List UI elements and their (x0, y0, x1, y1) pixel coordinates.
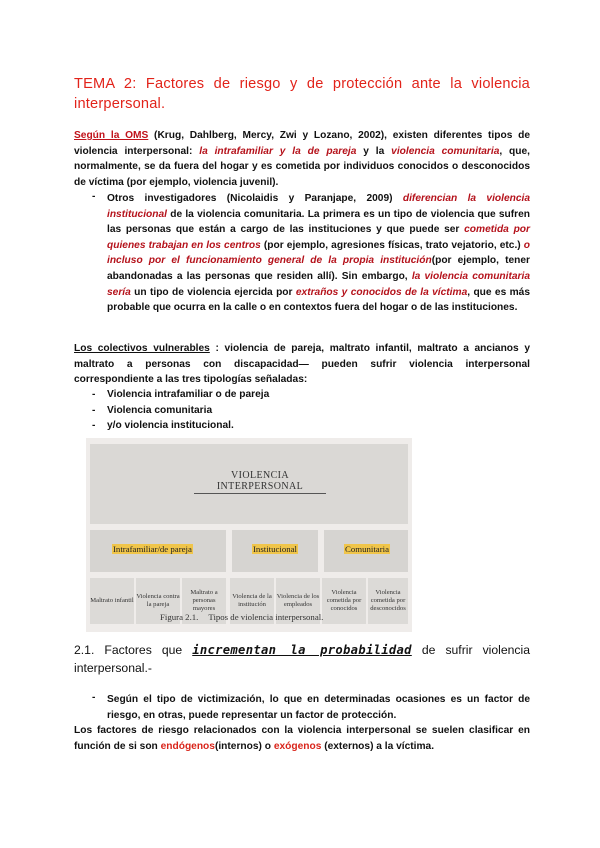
title-line-1: TEMA 2: Factores de riesgo y de protección ante la violencia (74, 76, 530, 92)
vulnerable-list (92, 387, 269, 434)
list-item-text: Violencia intrafamiliar o de pareja (107, 389, 270, 400)
figure-leaf-box: Violencia cometida por desconocidos (368, 578, 408, 624)
vulnerable-heading: Los colectivos vulnerables (74, 343, 210, 354)
figure-category-label: Institucional (253, 544, 297, 554)
section-suffix: de sufrir violencia interpersonal.- (74, 643, 530, 675)
bullet1-highlight-3: o incluso por el funcionamiento general de la propia institución (107, 239, 530, 267)
figure-leaf-box: Maltrato infantil (90, 578, 134, 624)
figure-category-box (232, 530, 318, 572)
final-text-1: Los factores de riesgo relacionados con la violencia interpersonal se suelen clasificar en función de si son (74, 725, 530, 752)
list-item: - Violencia intrafamiliar o de pareja (92, 389, 270, 400)
intro-paragraph (74, 128, 530, 190)
figure-leaf-box: Violencia de la institución (230, 578, 274, 624)
figure-leaf-box: Violencia contra la pareja (136, 578, 180, 624)
title-line-2: interpersonal. (74, 96, 166, 112)
figure-category-box (90, 530, 226, 572)
bullet1-text-1: Otros investigadores (Nicolaidis y Paranjape, 2009) (107, 193, 403, 204)
intro-text-3: , que, normalmente, se da fuera del hogar y es cometida por individuos conocidos o desconocidos de víctima (por ejemplo, violencia juvenil). (74, 145, 530, 188)
intro-text-1: (Krug, Dahlberg, Mercy, Zwi y Lozano, 2002), existen diferentes tipos de violencia interpersonal: (74, 130, 530, 157)
figure-violence-types (86, 438, 412, 632)
list-item-text: y/o violencia institucional. (107, 420, 234, 432)
final-text-2: (internos) o (214, 740, 274, 752)
bullet1-highlight-4: la violencia comunitaria sería (107, 270, 531, 298)
list-item-text: Violencia comunitaria (107, 404, 213, 416)
figure-leaf-box: Violencia de los empleados (276, 578, 320, 624)
bullet1-highlight-1: diferencian la violencia institucional (107, 193, 530, 220)
figure-leaf-box: Violencia cometida por conocidos (322, 578, 366, 624)
bullet1-highlight-2: cometida por quienes trabajan en los centros (107, 224, 530, 251)
figure-top-box (90, 444, 408, 524)
vulnerable-text: : violencia de pareja, maltrato infantil, maltrato a ancianos y maltrato a personas con discapacidad— pueden sufrir violencia interpersonal correspondiente a las tres tipologías señaladas: (74, 343, 530, 386)
bullet-dash: - (92, 692, 96, 703)
bullet1-text-5: un tipo de violencia ejercida por (130, 286, 296, 298)
figure-caption (160, 612, 323, 622)
figure-category-box (324, 530, 408, 572)
intro-text-2: y la (356, 145, 392, 157)
figure-category-label: Intrafamiliar/de pareja (113, 544, 192, 554)
section-heading (74, 641, 530, 677)
bullet1-text-2: de la violencia comunitaria. La primera es un tipo de violencia que sufren las personas que están a cargo de las instituciones y que puede ser (107, 208, 530, 236)
final-paragraph (74, 723, 530, 754)
bullet1-text-4: (por ejemplo, tener abandonadas a las personas que residen allí). Sin embargo, (107, 255, 531, 282)
endogenous-term: endógenos (160, 740, 215, 752)
figure-caption-text: Tipos de violencia interpersonal. (208, 612, 324, 622)
intro-highlight-1: la intrafamiliar y la de pareja (199, 145, 357, 157)
page-title (74, 74, 530, 114)
bullet1-highlight-5: extraños y conocidos de la víctima (295, 286, 468, 298)
final-text-3: (externos) a la víctima. (321, 740, 435, 752)
bullet-dash: - (92, 191, 96, 202)
section-highlight: incrementan la probabilidad (192, 643, 412, 657)
figure-top-title: VIOLENCIA INTERPERSONAL (194, 470, 326, 494)
bullet1-text-6: , que es más probable que ocurra en la calle o en contextos fuera del hogar o de las instituciones. (107, 286, 530, 314)
bullet-institutional (92, 191, 530, 316)
list-item: - y/o violencia institucional. (92, 420, 234, 432)
bullet-victimization (92, 692, 530, 723)
bullet2-text: Según el tipo de victimización, lo que en determinadas ocasiones es un factor de riesgo, en otras, puede representar un factor de protección. (107, 694, 530, 721)
oms-link[interactable]: Según la OMS (74, 130, 149, 141)
figure-leaf-box: Maltrato a personas mayores (182, 578, 226, 624)
list-item: - Violencia comunitaria (92, 404, 213, 416)
exogenous-term: exógenos (273, 740, 322, 752)
bullet1-text-3: (por ejemplo, agresiones físicas, trato vejatorio, etc.) (260, 239, 524, 251)
figure-category-label: Comunitaria (345, 544, 389, 554)
intro-highlight-2: violencia comunitaria (391, 145, 500, 157)
section-prefix: 2.1. Factores que (74, 643, 193, 657)
figure-caption-number: Figura 2.1. (160, 612, 199, 622)
vulnerable-paragraph (74, 341, 530, 388)
